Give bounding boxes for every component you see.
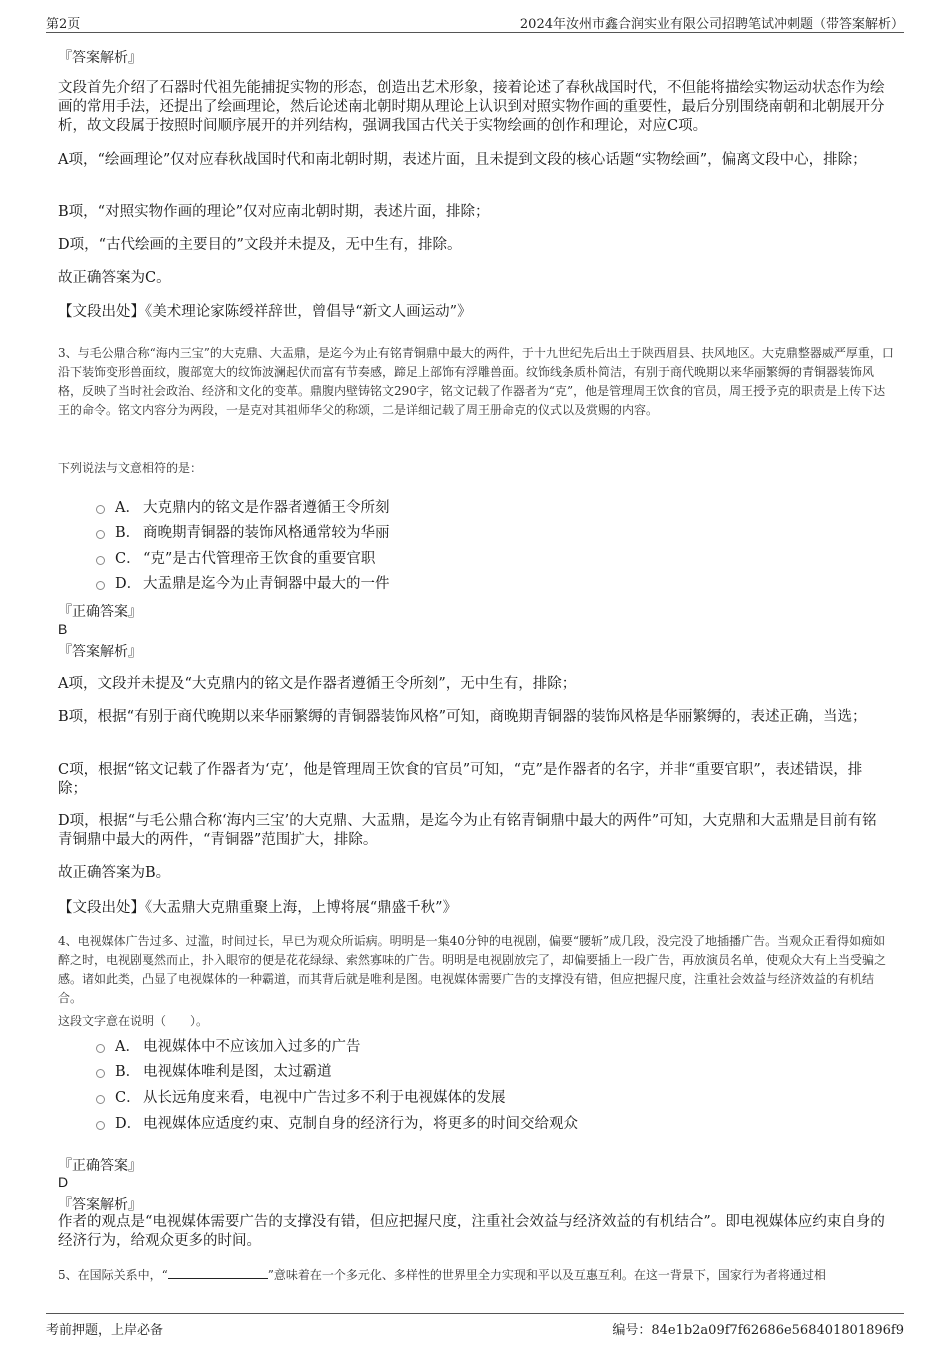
q2-conclusion: 故正确答案为C。 [58,270,171,286]
radio-icon[interactable] [96,1069,105,1078]
q3-analysis-label: 『答案解析』 [58,644,142,660]
q4-stem: 4、电视媒体广告过多、过滥，时间过长，早已为观众所诟病。明明是一集40分钟的电视剧，偏要“腰斩”成几段，没完没了地插播广告。当观众正看得如痴如醉之时，电视剧戛然而止，扑入眼帘的便是花花绿绿、索然寡味的广告。明明是电视剧放完了，却偏要插上一段广告，再放演员名单，使观众大有上当受骗之感。诸如此类，凸显了电视媒体的一种霸道，而其背后就是唯利是图。电视媒体需要广告的支撑没有错，但应把握尺度，注重社会效益与经济效益的有机结合。 [58,934,887,1005]
q3-stem: 3、与毛公鼎合称“海内三宝”的大克鼎、大盂鼎，是迄今为止有铭青铜鼎中最大的两件，于十九世纪先后出土于陕西眉县、扶风地区。大克鼎整器威严厚重，口沿下装饰变形兽面纹，腹部宽大的纹饰波澜起伏而富有节奏感，蹄足上部饰有浮雕兽面。纹饰线条质朴简洁，有别于商代晚期以来华丽繁缛的青铜器装饰风格，反映了当时社会政治、经济和文化的变革。鼎腹内壁铸铭文290字，铭文记载了作器者为“克”，他是管理周王饮食的官员，周王授予克的职责是上传下达王的命令。铭文内容分为两段，一是克对其祖师华父的称颂，二是详细记载了周王册命克的仪式以及赏赐的内容。 [58,346,894,417]
q2-analysis-label: 『答案解析』 [58,50,142,66]
q3-question: 下列说法与文意相符的是： [58,461,203,475]
q2-source: 【文段出处】《美术理论家陈绶祥辞世，曾倡导“新文人画运动”》 [58,304,472,320]
q5-blank [168,1266,268,1279]
radio-icon[interactable] [96,1044,105,1053]
q3-option-c[interactable]: C． “克”是古代管理帝王饮食的重要官职 [96,547,375,568]
q4-question: 这段文字意在说明（ ）。 [58,1014,209,1028]
footer-slogan: 考前押题，上岸必备 [46,1323,164,1338]
q4-answer: D [58,1174,69,1190]
q3-option-a[interactable]: A． 大克鼎内的铭文是作器者遵循王令所刻 [96,496,390,517]
radio-icon[interactable] [96,556,105,565]
q4-option-d[interactable]: D． 电视媒体应适度约束、克制自身的经济行为，将更多的时间交给观众 [96,1112,578,1133]
q4-answer-label: 『正确答案』 [58,1158,142,1174]
q2-option-d-analysis: D项，“古代绘画的主要目的”文段并未提及，无中生有，排除。 [58,237,462,253]
footer-document-id: 编号：84e1b2a09f7f62686e568401801896f9 [612,1323,904,1338]
q2-analysis-text: 文段首先介绍了石器时代祖先能捕捉实物的形态，创造出艺术形象，接着论述了春秋战国时代，不但能将描绘实物运动状态作为绘画的常用手法，还提出了绘画理论，然后论述南北朝时期从理论上认识到对照实物作画的重要性，最后分别围绕南朝和北朝展开分析，故文段属于按照时间顺序展开的并列结构，强调我国古代关于实物绘画的创作和理论，对应C项。 [58,80,885,134]
radio-icon[interactable] [96,530,105,539]
q2-option-b-analysis: B项，“对照实物作画的理论”仅对应南北朝时期，表述片面，排除； [58,204,490,220]
document-title: 2024年汝州市鑫合润实业有限公司招聘笔试冲刺题（带答案解析） [519,17,904,32]
q4-analysis-text: 作者的观点是“电视媒体需要广告的支撑没有错，但应把握尺度，注重社会效益与经济效益的有机结合”。即电视媒体应约束自身的经济行为，给观众更多的时间。 [58,1214,885,1249]
q3-conclusion: 故正确答案为B。 [58,865,171,881]
radio-icon[interactable] [96,505,105,514]
q5-stem [58,1266,908,1285]
q4-option-a[interactable]: A． 电视媒体中不应该加入过多的广告 [96,1035,361,1056]
q3-option-c-analysis: C项，根据“铭文记载了作器者为‘克’，他是管理周王饮食的官员”可知，“克”是作器者的名字，并非“重要官职”，表述错误，排除； [58,762,863,797]
q3-option-b[interactable]: B． 商晚期青铜器的装饰风格通常较为华丽 [96,521,390,542]
q3-option-d[interactable]: D． 大盂鼎是迄今为止青铜器中最大的一件 [96,572,390,593]
header-divider [46,32,904,33]
q3-answer: B [58,621,68,637]
q4-option-c[interactable]: C． 从长远角度来看，电视中广告过多不利于电视媒体的发展 [96,1086,506,1107]
q4-option-b[interactable]: B． 电视媒体唯利是图，太过霸道 [96,1060,332,1081]
q3-option-a-analysis: A项，文段并未提及“大克鼎内的铭文是作器者遵循王令所刻”，无中生有，排除； [58,676,577,692]
q3-option-b-analysis: B项，根据“有别于商代晚期以来华丽繁缛的青铜器装饰风格”可知，商晚期青铜器的装饰风格是华丽繁缛的，表述正确，当选； [58,709,867,725]
radio-icon[interactable] [96,1095,105,1104]
q5-stem-end: ”意味着在一个多元化、多样性的世界里全力实现和平以及互惠互利。在这一背景下，国家行为者将通过相 [267,1268,826,1282]
page-number: 第2页 [46,17,81,32]
q3-answer-label: 『正确答案』 [58,604,142,620]
footer-divider [46,1313,904,1314]
radio-icon[interactable] [96,581,105,590]
q3-option-d-analysis: D项，根据“与毛公鼎合称‘海内三宝’的大克鼎、大盂鼎，是迄今为止有铭青铜鼎中最大的两件”可知，大克鼎和大盂鼎是目前有铭青铜鼎中最大的两件，“青铜器”范围扩大，排除。 [58,813,877,848]
radio-icon[interactable] [96,1121,105,1130]
q2-option-a-analysis: A项，“绘画理论”仅对应春秋战国时代和南北朝时期，表述片面，且未提到文段的核心话题“实物绘画”，偏离文段中心，排除； [58,152,867,168]
q3-source: 【文段出处】《大盂鼎大克鼎重聚上海，上博将展“鼎盛千秋”》 [58,900,458,916]
q4-analysis-label: 『答案解析』 [58,1197,142,1213]
q5-stem-start: 5、在国际关系中，“ [58,1268,168,1282]
